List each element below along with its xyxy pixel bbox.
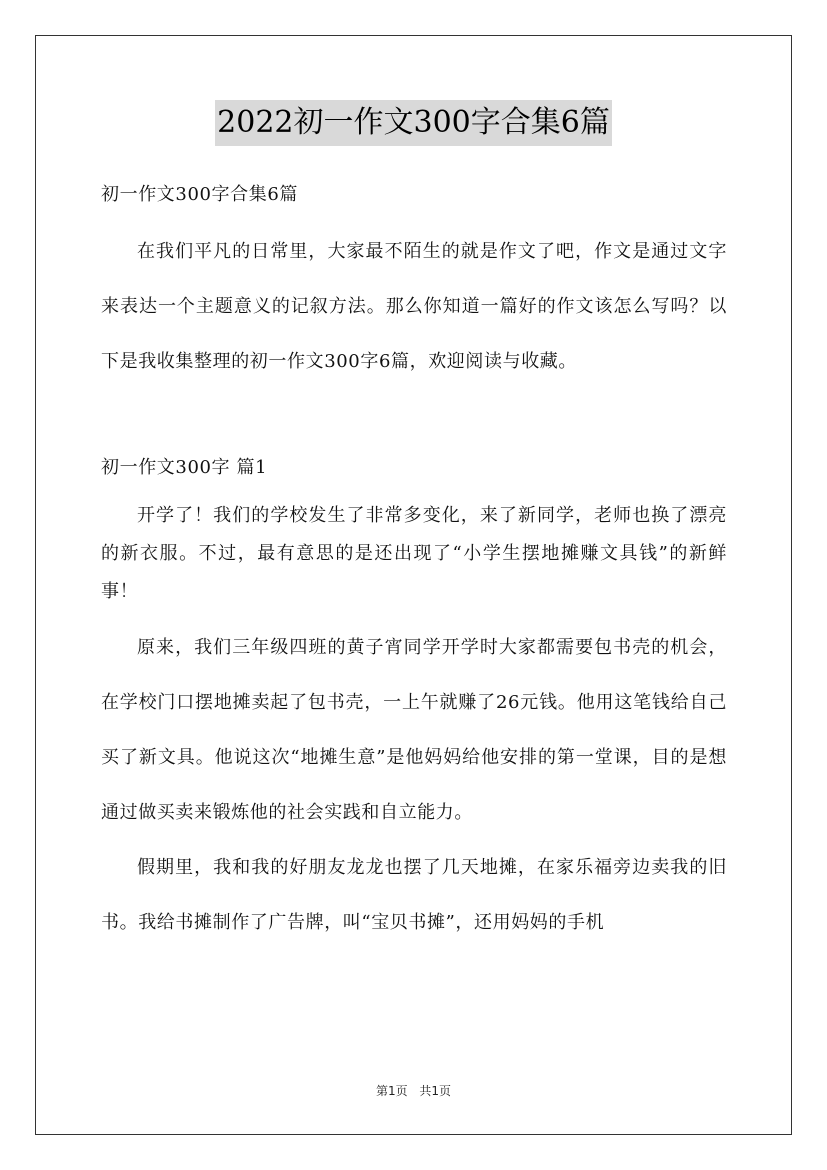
document-subtitle: 初一作文300字合集6篇 — [101, 184, 299, 205]
title-container — [0, 100, 827, 146]
page-total: 共1页 — [419, 1084, 452, 1098]
section-gap — [101, 389, 727, 449]
document-title: 2022初一作文300字合集6篇 — [215, 100, 612, 146]
section-heading: 初一作文300字 篇1 — [101, 457, 268, 478]
body-paragraph-2: 原来，我们三年级四班的黄子宵同学开学时大家都需要包书壳的机会，在学校门口摆地摊卖起了包书壳，一上午就赚了26元钱。他用这笔钱给自己买了新文具。他说这次“地摊生意”是他妈妈给他安排的第一堂课，目的是想通过做买卖来锻炼他的社会实践和自立能力。 — [101, 637, 727, 823]
body-paragraph-1: 开学了！我们的学校发生了非常多变化，来了新同学，老师也换了漂亮的新衣服。不过，最有意思的是还出现了“小学生摆地摊赚文具钱”的新鲜事！ — [101, 505, 727, 602]
page-footer — [0, 1082, 827, 1099]
document-body — [101, 176, 727, 950]
body-paragraph-3: 假期里，我和我的好朋友龙龙也摆了几天地摊，在家乐福旁边卖我的旧书。我给书摊制作了广告牌，叫“宝贝书摊”，还用妈妈的手机 — [101, 857, 727, 933]
page-number: 第1页 — [375, 1084, 408, 1098]
intro-paragraph: 在我们平凡的日常里，大家最不陌生的就是作文了吧，作文是通过文字来表达一个主题意义的记叙方法。那么你知道一篇好的作文该怎么写吗？以下是我收集整理的初一作文300字6篇，欢迎阅读与收藏。 — [101, 241, 727, 372]
